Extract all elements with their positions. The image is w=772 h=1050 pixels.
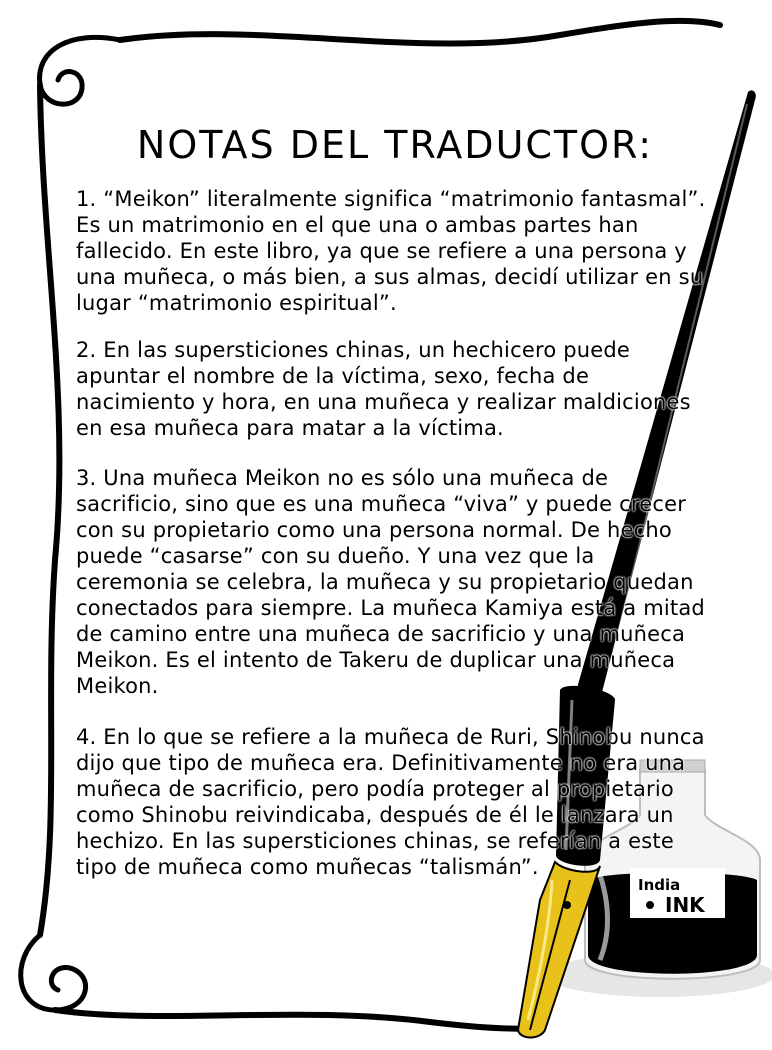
ink-label-line2: INK xyxy=(665,893,705,917)
note-1: 1. “Meikon” literalmente significa “matrimonio fantasmal”. Es un matrimonio en el que una o ambas partes han fallecido. En este libro, ya que se refiere a una persona y una muñeca, o más bien, a sus almas, decidí utilizar en su lugar “matrimonio espiritual”. xyxy=(76,187,706,315)
note-2: 2. En las supersticiones chinas, un hechicero puede apuntar el nombre de la víctima, sexo, fecha de nacimiento y hora, en una muñeca y realizar maldiciones en esa muñeca para matar a la víctima. xyxy=(76,338,691,440)
page-title: NOTAS DEL TRADUCTOR: xyxy=(136,123,654,168)
note-3: 3. Una muñeca Meikon no es sólo una muñeca de sacrificio, sino que es una muñeca “viva” y puede crecer con su propietario como una persona normal. De hecho puede “casarse” con su dueño. Y una vez que la ceremonia se celebra, la muñeca y su propietario quedan conectados para siempre. La muñeca Kamiya está a mitad de camino entre una muñeca de sacrificio y una muñeca Meikon. Es el intento de Takeru de duplicar una muñeca Meikon. xyxy=(76,466,705,698)
note-4: 4. En lo que se refiere a la muñeca de Ruri, Shinobu nunca dijo que tipo de muñeca era. Definitivamente no era una muñeca de sacrificio, pero podía proteger al propietario como Shinobu reivindicaba, después de él le lanzara un hechizo. En las supersticiones chinas, se referían a este tipo de muñeca como muñecas “talismán”. xyxy=(76,725,705,879)
ink-label-line1: India xyxy=(638,876,681,894)
